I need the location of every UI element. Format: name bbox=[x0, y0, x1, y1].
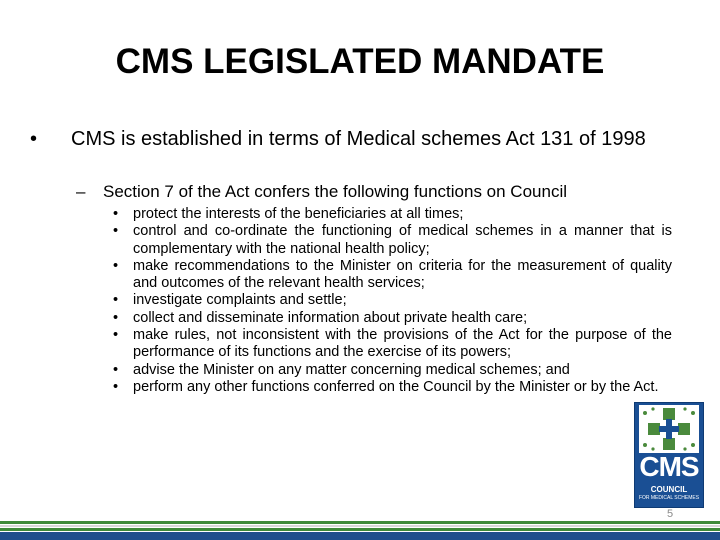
bullet-icon: • bbox=[113, 309, 119, 326]
list-item bbox=[113, 292, 672, 309]
bullet-icon: • bbox=[113, 378, 119, 395]
cms-emblem-icon bbox=[639, 405, 699, 453]
list-item bbox=[113, 379, 672, 396]
list-item-text: advise the Minister on any matter concerning medical schemes; and bbox=[133, 361, 570, 378]
list-item bbox=[113, 362, 672, 379]
list-item-text: perform any other functions conferred on the Council by the Minister or by the Act. bbox=[133, 378, 659, 395]
list-item-text: collect and disseminate information about private health care; bbox=[133, 309, 528, 326]
footer-stripe bbox=[0, 521, 720, 524]
list-item-text: make recommendations to the Minister on criteria for the measurement of quality and outcomes of the relevant health services; bbox=[133, 257, 672, 292]
footer-stripes bbox=[0, 521, 720, 540]
bullet-icon: • bbox=[113, 292, 119, 309]
list-item-text: protect the interests of the beneficiaries at all times; bbox=[133, 206, 464, 222]
list-item bbox=[113, 327, 672, 362]
cms-logo bbox=[634, 402, 704, 508]
page-number: 5 bbox=[666, 508, 674, 520]
sub-bullet-text: Section 7 of the Act confers the following functions on Council bbox=[103, 182, 567, 201]
list-item bbox=[113, 258, 672, 293]
bullet-icon: • bbox=[113, 206, 119, 222]
list-item bbox=[113, 223, 672, 258]
functions-list bbox=[113, 206, 672, 396]
footer-stripe bbox=[0, 528, 720, 531]
footer-stripe bbox=[0, 532, 720, 540]
list-item-text: control and co-ordinate the functioning of medical schemes in a manner that is complementary with the national health policy; bbox=[133, 223, 672, 257]
bullet-icon: • bbox=[113, 257, 119, 274]
list-item bbox=[113, 206, 672, 223]
bullet-icon: • bbox=[113, 361, 119, 378]
logo-council-text: COUNCIL bbox=[650, 485, 688, 494]
list-item-text: investigate complaints and settle; bbox=[133, 292, 347, 309]
bullet-icon: • bbox=[113, 327, 119, 344]
footer-stripe bbox=[0, 525, 720, 527]
main-bullet-text: CMS is established in terms of Medical schemes Act 131 of 1998 bbox=[71, 128, 646, 150]
logo-subtitle-text: FOR MEDICAL SCHEMES bbox=[638, 495, 700, 501]
dash-icon: – bbox=[76, 182, 86, 201]
list-item-text: make rules, not inconsistent with the provisions of the Act for the purpose of the performance of its functions and the exercise of its powers; bbox=[133, 327, 672, 361]
list-item bbox=[113, 310, 672, 327]
bullet-icon: • bbox=[30, 128, 38, 150]
bullet-icon: • bbox=[113, 223, 119, 240]
slide-title: CMS LEGISLATED MANDATE bbox=[115, 42, 605, 81]
logo-cms-text: CMS bbox=[639, 451, 699, 482]
